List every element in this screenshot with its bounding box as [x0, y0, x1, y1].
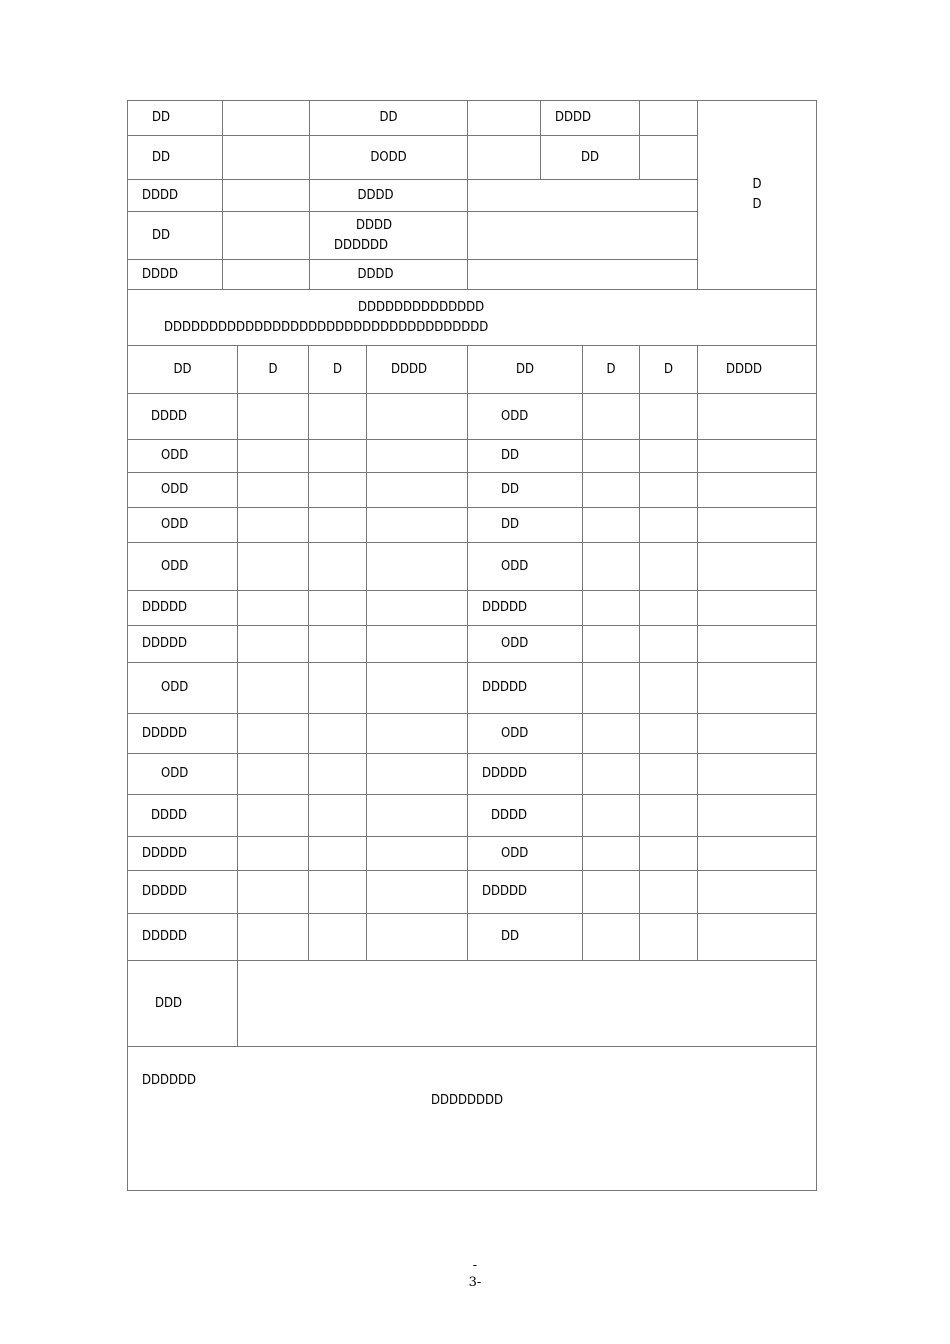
- item-value-cell[interactable]: [238, 508, 309, 543]
- item-row: [128, 714, 817, 754]
- item-value-cell[interactable]: [698, 626, 817, 663]
- item-label: DDDDD: [128, 591, 238, 626]
- item-value-cell[interactable]: [309, 626, 367, 663]
- item-value-cell[interactable]: [583, 508, 640, 543]
- item-label: DDDDD: [128, 626, 238, 663]
- bottom-center-text: DDDDDDDD: [431, 1093, 504, 1108]
- item-value-cell[interactable]: [367, 837, 468, 871]
- item-value-cell[interactable]: [367, 394, 468, 440]
- item-label: DDDDD: [128, 714, 238, 754]
- item-label: DDDDD: [128, 914, 238, 961]
- notice-cell: [128, 290, 817, 346]
- item-value-cell[interactable]: [309, 591, 367, 626]
- info-label-line: DDDD: [356, 217, 393, 233]
- item-value-cell[interactable]: [238, 914, 309, 961]
- info-value-cell[interactable]: [468, 101, 541, 136]
- item-label: ODD: [128, 440, 238, 473]
- notice-row: [128, 290, 817, 346]
- item-value-cell[interactable]: [367, 440, 468, 473]
- item-value-cell[interactable]: [698, 473, 817, 508]
- item-label: ODD: [128, 508, 238, 543]
- item-value-cell[interactable]: [640, 714, 698, 754]
- item-value-cell[interactable]: [309, 914, 367, 961]
- header-cell: DD: [128, 346, 238, 394]
- item-value-cell[interactable]: [583, 714, 640, 754]
- item-value-cell[interactable]: [583, 837, 640, 871]
- info-label: DD: [128, 136, 223, 180]
- item-label: ODD: [128, 473, 238, 508]
- item-label: DD: [468, 914, 583, 961]
- item-value-cell[interactable]: [367, 795, 468, 837]
- item-value-cell[interactable]: [583, 394, 640, 440]
- item-label: DDDD: [128, 394, 238, 440]
- info-label: DDDD: [128, 260, 223, 290]
- item-value-cell[interactable]: [583, 473, 640, 508]
- item-value-cell[interactable]: [583, 914, 640, 961]
- item-value-cell[interactable]: [640, 663, 698, 714]
- items-table: [127, 345, 817, 1191]
- item-value-cell[interactable]: [698, 871, 817, 914]
- item-label: DDDDD: [468, 663, 583, 714]
- item-value-cell[interactable]: [309, 394, 367, 440]
- item-value-cell[interactable]: [698, 543, 817, 591]
- item-value-cell[interactable]: [698, 714, 817, 754]
- item-label: ODD: [128, 754, 238, 795]
- item-value-cell[interactable]: [583, 543, 640, 591]
- info-value-cell[interactable]: [223, 260, 310, 290]
- info-label: DD: [541, 136, 640, 180]
- item-row: [128, 543, 817, 591]
- item-label: DDDDD: [468, 754, 583, 795]
- bottom-row: [128, 1047, 817, 1191]
- item-value-cell[interactable]: [309, 754, 367, 795]
- remarks-value-cell[interactable]: [238, 961, 817, 1047]
- header-cell: D: [640, 346, 698, 394]
- item-value-cell[interactable]: [367, 626, 468, 663]
- item-value-cell[interactable]: [640, 543, 698, 591]
- info-value-cell[interactable]: [640, 136, 698, 180]
- item-value-cell[interactable]: [698, 440, 817, 473]
- info-value-cell[interactable]: [640, 101, 698, 136]
- item-value-cell[interactable]: [583, 626, 640, 663]
- item-value-cell[interactable]: [238, 440, 309, 473]
- item-value-cell[interactable]: [238, 837, 309, 871]
- header-cell: DDDD: [367, 346, 468, 394]
- item-label: DDDDD: [128, 871, 238, 914]
- item-value-cell[interactable]: [367, 591, 468, 626]
- item-value-cell[interactable]: [698, 795, 817, 837]
- item-label: DDDD: [128, 795, 238, 837]
- info-label: DDDD: [128, 180, 223, 212]
- item-value-cell[interactable]: [309, 440, 367, 473]
- info-value-cell[interactable]: [468, 212, 698, 260]
- info-label: DD: [310, 101, 468, 136]
- item-label: DD: [468, 473, 583, 508]
- item-row: [128, 626, 817, 663]
- header-row: [128, 346, 817, 394]
- item-label: ODD: [468, 394, 583, 440]
- item-value-cell[interactable]: [238, 714, 309, 754]
- item-value-cell[interactable]: [309, 663, 367, 714]
- item-row: [128, 837, 817, 871]
- info-label: DD: [128, 101, 223, 136]
- item-value-cell[interactable]: [640, 626, 698, 663]
- item-value-cell[interactable]: [698, 663, 817, 714]
- remarks-row: [128, 961, 817, 1047]
- item-row: [128, 440, 817, 473]
- bottom-label: DDDDDD: [142, 1073, 197, 1088]
- item-value-cell[interactable]: [583, 440, 640, 473]
- item-value-cell[interactable]: [238, 591, 309, 626]
- item-row: [128, 508, 817, 543]
- item-value-cell[interactable]: [367, 543, 468, 591]
- page-footer-dash: -: [472, 1258, 478, 1273]
- info-row: [128, 101, 817, 136]
- photo-label-line: D: [752, 197, 762, 212]
- header-cell: D: [238, 346, 309, 394]
- item-value-cell[interactable]: [640, 440, 698, 473]
- item-value-cell[interactable]: [238, 473, 309, 508]
- header-cell: D: [583, 346, 640, 394]
- item-label: DDDDD: [128, 837, 238, 871]
- item-label: DDDDD: [468, 871, 583, 914]
- item-value-cell[interactable]: [367, 663, 468, 714]
- item-label: ODD: [468, 714, 583, 754]
- item-value-cell[interactable]: [238, 394, 309, 440]
- remarks-label: DDD: [128, 961, 238, 1047]
- item-value-cell[interactable]: [640, 591, 698, 626]
- item-value-cell[interactable]: [238, 663, 309, 714]
- item-value-cell[interactable]: [583, 871, 640, 914]
- item-value-cell[interactable]: [640, 394, 698, 440]
- item-value-cell[interactable]: [698, 508, 817, 543]
- item-value-cell[interactable]: [583, 754, 640, 795]
- item-value-cell[interactable]: [309, 795, 367, 837]
- item-value-cell[interactable]: [309, 837, 367, 871]
- item-label: DDDD: [468, 795, 583, 837]
- item-value-cell[interactable]: [309, 714, 367, 754]
- item-row: [128, 871, 817, 914]
- item-value-cell[interactable]: [640, 508, 698, 543]
- item-value-cell[interactable]: [367, 754, 468, 795]
- item-value-cell[interactable]: [698, 754, 817, 795]
- item-value-cell[interactable]: [583, 795, 640, 837]
- info-table: [127, 100, 817, 346]
- info-value-cell[interactable]: [223, 101, 310, 136]
- info-label: DDDD: [541, 101, 640, 136]
- item-value-cell[interactable]: [583, 591, 640, 626]
- item-row: [128, 473, 817, 508]
- info-label: DDDD: [310, 180, 468, 212]
- info-label: DODD: [310, 136, 468, 180]
- photo-label-line: D: [752, 177, 762, 192]
- item-label: DD: [468, 508, 583, 543]
- item-row: [128, 914, 817, 961]
- item-value-cell[interactable]: [238, 626, 309, 663]
- item-label: ODD: [128, 663, 238, 714]
- item-value-cell[interactable]: [640, 754, 698, 795]
- item-value-cell[interactable]: [698, 914, 817, 961]
- item-label: DDDDD: [468, 591, 583, 626]
- item-value-cell[interactable]: [640, 914, 698, 961]
- item-value-cell[interactable]: [367, 914, 468, 961]
- item-value-cell[interactable]: [698, 837, 817, 871]
- item-value-cell[interactable]: [238, 754, 309, 795]
- item-row: [128, 591, 817, 626]
- item-label: DD: [468, 440, 583, 473]
- item-value-cell[interactable]: [583, 663, 640, 714]
- item-value-cell[interactable]: [367, 714, 468, 754]
- item-value-cell[interactable]: [309, 508, 367, 543]
- info-label-line: DDDDDD: [334, 237, 389, 253]
- item-value-cell[interactable]: [309, 871, 367, 914]
- info-value-cell[interactable]: [223, 180, 310, 212]
- item-value-cell[interactable]: [640, 473, 698, 508]
- item-value-cell[interactable]: [698, 591, 817, 626]
- item-value-cell[interactable]: [640, 837, 698, 871]
- info-label: [310, 212, 468, 260]
- item-label: ODD: [128, 543, 238, 591]
- notice-line: DDDDDDDDDDDDDDDDDDDDDDDDDDDDDDDDDDDD: [164, 319, 489, 335]
- item-value-cell[interactable]: [640, 871, 698, 914]
- item-label: ODD: [468, 626, 583, 663]
- info-value-cell[interactable]: [223, 212, 310, 260]
- item-value-cell[interactable]: [238, 795, 309, 837]
- item-row: [128, 663, 817, 714]
- header-cell: D: [309, 346, 367, 394]
- bottom-cell[interactable]: [128, 1047, 817, 1191]
- info-value-cell[interactable]: [223, 136, 310, 180]
- item-label: ODD: [468, 543, 583, 591]
- item-label: ODD: [468, 837, 583, 871]
- item-value-cell[interactable]: [309, 473, 367, 508]
- page-number: 3-: [468, 1275, 482, 1290]
- info-label: DDDD: [310, 260, 468, 290]
- item-value-cell[interactable]: [238, 871, 309, 914]
- item-value-cell[interactable]: [640, 795, 698, 837]
- photo-cell[interactable]: [698, 101, 817, 290]
- item-row: [128, 394, 817, 440]
- item-value-cell[interactable]: [309, 543, 367, 591]
- item-row: [128, 754, 817, 795]
- header-cell: DD: [468, 346, 583, 394]
- info-label: DD: [128, 212, 223, 260]
- info-value-cell[interactable]: [468, 180, 698, 212]
- info-value-cell[interactable]: [468, 136, 541, 180]
- item-row: [128, 795, 817, 837]
- item-value-cell[interactable]: [698, 394, 817, 440]
- item-value-cell[interactable]: [367, 473, 468, 508]
- item-value-cell[interactable]: [238, 543, 309, 591]
- item-value-cell[interactable]: [367, 871, 468, 914]
- item-value-cell[interactable]: [367, 508, 468, 543]
- header-cell: DDDD: [698, 346, 817, 394]
- info-value-cell[interactable]: [468, 260, 698, 290]
- notice-line: DDDDDDDDDDDDDD: [358, 299, 485, 315]
